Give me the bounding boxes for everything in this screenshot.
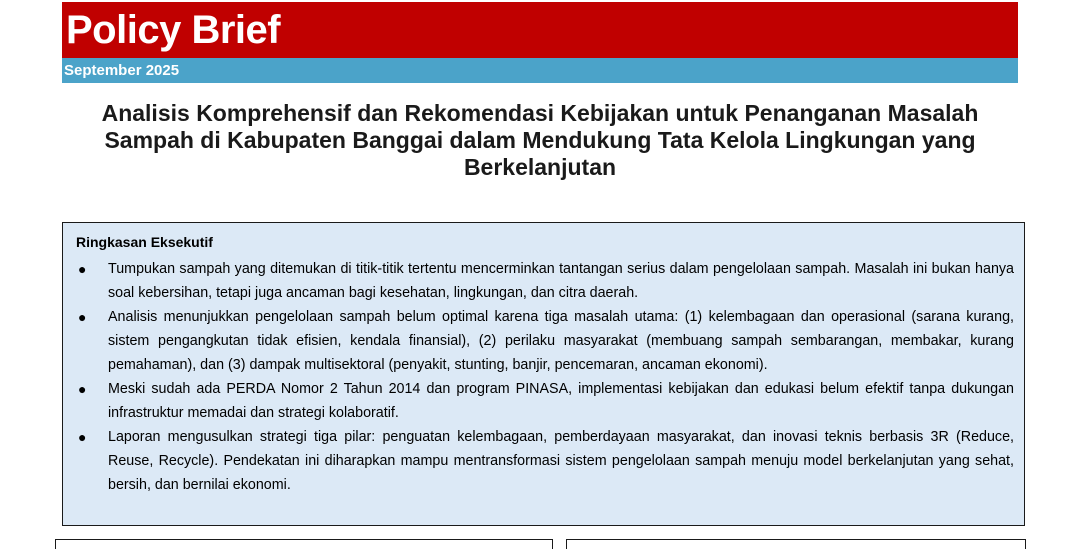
summary-heading: Ringkasan Eksekutif [76,234,213,250]
list-item [76,377,1014,425]
left-column-box [55,539,553,549]
brief-label: Policy Brief [66,8,281,52]
bullet-text: Tumpukan sampah yang ditemukan di titik-titik tertentu mencerminkan tantangan serius dalam pengelolaan sampah. Masalah ini bukan hanya soal kebersihan, tetapi juga ancaman bagi kesehatan, lingkungan, dan citra daerah. [108,261,1014,301]
bullet-icon: ● [78,261,87,277]
header-banner [62,2,1018,58]
bullet-icon: ● [78,309,87,325]
list-item [76,305,1014,377]
bullet-icon: ● [78,429,87,445]
list-item [76,425,1014,497]
bullet-icon: ● [78,381,87,397]
bullet-text: Analisis menunjukkan pengelolaan sampah belum optimal karena tiga masalah utama: (1) kelembagaan dan operasional (sarana kurang, sistem pengangkutan tidak efisien, kendala finansial), (2) perilaku masyarakat (membuang sampah sembarangan, membakar, kurang pemahaman), dan (3) dampak multisektoral (penyakit, stunting, banjir, pencemaran, ancaman ekonomi). [108,309,1014,373]
date-band [62,58,1018,83]
list-item [76,257,1014,305]
document-title: Analisis Komprehensif dan Rekomendasi Kebijakan untuk Penanganan Masalah Sampah di Kabupaten Banggai dalam Mendukung Tata Kelola Lingkungan yang Berkelanjutan [101,100,979,180]
publication-date: September 2025 [64,62,180,79]
bullet-text: Laporan mengusulkan strategi tiga pilar: penguatan kelembagaan, pemberdayaan masyarakat, dan inovasi teknis berbasis 3R (Reduce, Reuse, Recycle). Pendekatan ini diharapkan mampu mentransformasi sistem pengelolaan sampah menuju model berkelanjutan yang sehat, bersih, dan bernilai ekonomi. [108,429,1014,493]
summary-bullet-list [76,257,1014,497]
executive-summary-box [62,222,1025,526]
bullet-text: Meski sudah ada PERDA Nomor 2 Tahun 2014 dan program PINASA, implementasi kebijakan dan edukasi belum efektif tanpa dukungan infrastruktur memadai dan strategi kolaboratif. [108,381,1014,421]
right-column-box [566,539,1026,549]
